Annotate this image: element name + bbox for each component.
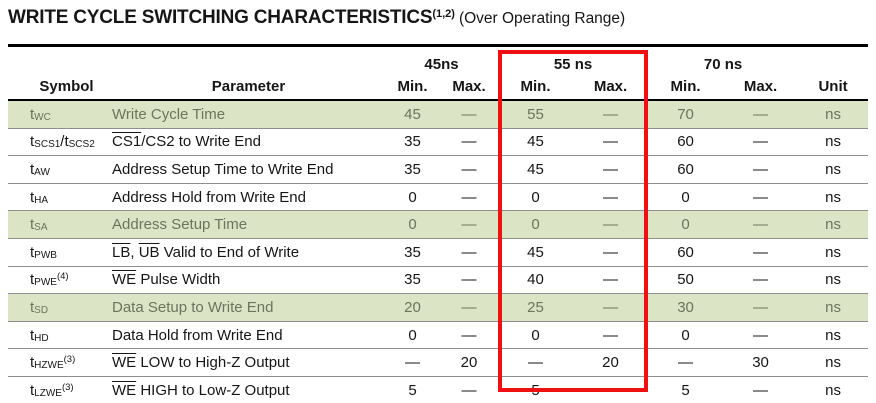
symbol-cell: [8, 238, 103, 266]
parameter-cell: [103, 349, 385, 377]
min-45-cell: 35: [404, 160, 421, 178]
min-70-cell: 50: [677, 271, 694, 289]
overlined-signal-name: $\overline{WE}$: [112, 354, 137, 372]
text: t: [30, 298, 35, 316]
text: t: [30, 216, 35, 234]
max-45-cell: —: [461, 188, 477, 206]
text: Data Hold from Write End: [112, 326, 283, 344]
max-55-cell: —: [603, 326, 619, 344]
text: /t: [60, 133, 69, 151]
max-70-cell: —: [753, 216, 769, 234]
text: t: [30, 133, 35, 151]
text: t: [30, 105, 35, 123]
min-70-cell: 0: [681, 326, 690, 344]
symbol-cell: [8, 211, 103, 239]
parameter-cell: [103, 238, 385, 266]
text: /CS2 to Write End: [141, 133, 261, 151]
text: t: [30, 381, 35, 399]
max-45-cell: —: [461, 271, 477, 289]
subscript: SA: [34, 222, 48, 234]
max-55-cell: —: [603, 188, 619, 206]
unit-cell: ns: [825, 298, 841, 316]
table-row: [8, 349, 868, 377]
col-header-unit: Unit: [798, 74, 868, 100]
unit-cell: ns: [825, 133, 841, 151]
column-header-row: [8, 74, 868, 100]
max-55-cell: —: [603, 216, 619, 234]
parameter-cell: [103, 156, 385, 184]
col-group-45ns: 45ns: [424, 56, 459, 73]
max-45-cell: —: [461, 105, 477, 123]
col-header-min-70: Min.: [648, 74, 723, 100]
col-header-max-55: Max.: [573, 74, 648, 100]
parameter-cell: [103, 211, 385, 239]
subscript: SCS2: [68, 139, 95, 151]
parameter-cell: [103, 376, 385, 403]
overlined-signal-name: $\overline{UB}$: [138, 243, 160, 261]
subscript: PWE: [34, 277, 57, 289]
symbol-cell: [8, 349, 103, 377]
title-text: WRITE CYCLE SWITCHING CHARACTERISTICS: [8, 7, 433, 28]
subscript: AW: [34, 166, 50, 178]
unit-cell: ns: [825, 160, 841, 178]
min-70-cell: 30: [677, 298, 694, 316]
min-70-cell: 60: [677, 133, 694, 151]
subscript: SCS1: [34, 139, 61, 151]
col-group-70ns: 70 ns: [703, 56, 743, 73]
min-55-cell: —: [528, 354, 544, 372]
table-row: [8, 376, 868, 403]
max-70-cell: —: [753, 271, 769, 289]
subscript: SD: [34, 304, 49, 316]
text: t: [30, 354, 35, 372]
max-70-cell: —: [753, 160, 769, 178]
text: Valid to End of Write: [159, 243, 300, 261]
unit-cell: ns: [825, 381, 841, 399]
text: Data Setup to Write End: [112, 298, 274, 316]
footnote-superscript: (3): [63, 354, 76, 366]
min-45-cell: 45: [404, 105, 421, 123]
unit-cell: ns: [825, 243, 841, 261]
max-70-cell: —: [753, 133, 769, 151]
symbol-cell: [8, 100, 103, 128]
max-45-cell: —: [461, 133, 477, 151]
max-45-cell: —: [461, 216, 477, 234]
max-45-cell: 20: [460, 354, 478, 372]
min-55-cell: 5: [531, 381, 540, 399]
symbol-cell: [8, 156, 103, 184]
min-55-cell: 0: [531, 216, 540, 234]
overlined-signal-name: $\overline{WE}$: [112, 381, 137, 399]
text: t: [30, 160, 35, 178]
col-header-max-45: Max.: [440, 74, 498, 100]
min-70-cell: —: [678, 354, 694, 372]
min-45-cell: 20: [404, 298, 421, 316]
parameter-cell: [103, 266, 385, 294]
min-55-cell: 25: [527, 298, 544, 316]
table-header: [8, 46, 868, 101]
min-45-cell: —: [405, 354, 420, 372]
max-55-cell: —: [603, 298, 619, 316]
text: Address Setup Time: [112, 216, 248, 234]
min-45-cell: 0: [408, 216, 417, 234]
table-row: [8, 294, 868, 322]
header-spacer: [798, 46, 868, 75]
max-45-cell: —: [461, 243, 477, 261]
unit-cell: ns: [825, 105, 841, 123]
table-body: [8, 100, 868, 403]
min-45-cell: 5: [408, 381, 417, 399]
parameter-cell: [103, 294, 385, 322]
min-70-cell: 60: [677, 160, 694, 178]
min-55-cell: 45: [527, 243, 544, 261]
text: Write Cycle Time: [112, 105, 226, 123]
col-group-55ns: 55 ns: [553, 56, 593, 73]
subscript: PWB: [34, 249, 57, 261]
min-55-cell: 0: [531, 188, 540, 206]
text: t: [30, 326, 35, 344]
min-70-cell: 60: [677, 243, 694, 261]
min-55-cell: 55: [527, 105, 544, 123]
max-55-cell: 20: [602, 354, 619, 372]
text: t: [30, 188, 35, 206]
max-70-cell: —: [753, 243, 769, 261]
col-header-parameter: Parameter: [103, 74, 385, 100]
min-45-cell: 0: [408, 326, 417, 344]
symbol-cell: [8, 128, 103, 156]
min-70-cell: 0: [681, 188, 690, 206]
parameter-cell: [103, 100, 385, 128]
overlined-signal-name: $\overline{WE}$: [112, 271, 137, 289]
unit-cell: ns: [825, 271, 841, 289]
min-70-cell: 5: [681, 381, 690, 399]
speed-grade-header-row: [8, 46, 868, 75]
subscript: WC: [34, 111, 51, 123]
unit-cell: ns: [825, 326, 841, 344]
max-55-cell: —: [603, 105, 619, 123]
parameter-cell: [103, 183, 385, 211]
col-header-max-70: Max.: [723, 74, 798, 100]
subscript: HZWE: [34, 360, 64, 372]
page-title: [8, 7, 625, 29]
max-45-cell: —: [461, 381, 477, 399]
unit-cell: ns: [825, 354, 841, 372]
header-spacer: [8, 46, 385, 75]
parameter-cell: [103, 128, 385, 156]
table-row: [8, 321, 868, 349]
max-55-cell: —: [603, 381, 619, 399]
table-row: [8, 128, 868, 156]
min-70-cell: 0: [681, 216, 690, 234]
max-70-cell: —: [753, 105, 769, 123]
min-55-cell: 45: [527, 133, 544, 151]
table-row: [8, 100, 868, 128]
symbol-cell: [8, 294, 103, 322]
footnote-superscript: (4): [56, 271, 69, 283]
max-70-cell: —: [753, 326, 769, 344]
col-header-symbol: Symbol: [8, 74, 103, 100]
title-footnote-superscript: (1,2): [432, 8, 455, 20]
overlined-signal-name: CS1: [112, 133, 142, 151]
text: Address Hold from Write End: [112, 188, 306, 206]
max-70-cell: —: [753, 298, 769, 316]
table-row: [8, 183, 868, 211]
text: t: [30, 271, 35, 289]
col-header-min-45: Min.: [385, 74, 440, 100]
min-70-cell: 70: [677, 105, 694, 123]
text: t: [30, 243, 35, 261]
text: Pulse Width: [136, 271, 221, 289]
table-row: [8, 238, 868, 266]
min-45-cell: 35: [404, 271, 421, 289]
parameter-cell: [103, 321, 385, 349]
table-row: [8, 211, 868, 239]
table-row: [8, 266, 868, 294]
max-70-cell: —: [753, 381, 769, 399]
text: HIGH to Low-Z Output: [136, 381, 290, 399]
min-55-cell: 40: [527, 271, 544, 289]
max-55-cell: —: [603, 243, 619, 261]
max-45-cell: —: [461, 326, 477, 344]
unit-cell: ns: [825, 216, 841, 234]
min-55-cell: 0: [531, 326, 540, 344]
footnote-superscript: (3): [61, 381, 74, 393]
symbol-cell: [8, 266, 103, 294]
text: ,: [130, 243, 139, 261]
max-70-cell: 30: [752, 354, 769, 372]
title-suffix: (Over Operating Range): [458, 10, 626, 27]
subscript: HD: [34, 332, 49, 344]
unit-cell: ns: [825, 188, 841, 206]
subscript: LZWE: [34, 387, 62, 399]
text: Address Setup Time to Write End: [112, 160, 334, 178]
switching-characteristics-table: [8, 44, 868, 403]
max-70-cell: —: [753, 188, 769, 206]
max-45-cell: —: [461, 160, 477, 178]
min-45-cell: 0: [408, 188, 417, 206]
subscript: HA: [34, 194, 49, 206]
max-45-cell: —: [461, 298, 477, 316]
table-row: [8, 156, 868, 184]
max-55-cell: —: [603, 133, 619, 151]
col-header-min-55: Min.: [498, 74, 573, 100]
overlined-signal-name: $\overline{LB}$: [112, 243, 131, 261]
min-55-cell: 45: [527, 160, 544, 178]
text: LOW to High-Z Output: [136, 354, 290, 372]
symbol-cell: [8, 376, 103, 403]
min-45-cell: 35: [404, 243, 421, 261]
max-55-cell: —: [603, 160, 619, 178]
symbol-cell: [8, 321, 103, 349]
symbol-cell: [8, 183, 103, 211]
max-55-cell: —: [603, 271, 619, 289]
min-45-cell: 35: [404, 133, 421, 151]
